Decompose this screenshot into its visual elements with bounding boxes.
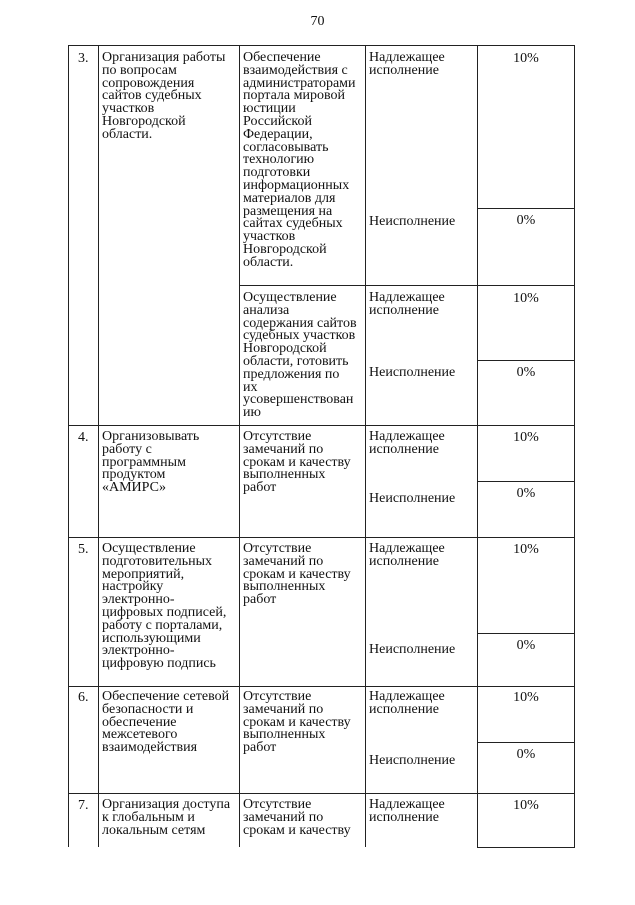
status-good-value: 10%	[513, 291, 539, 306]
status-good-value: 10%	[513, 798, 539, 813]
status-bad-value: 0%	[516, 213, 536, 228]
criterion-text: Обеспечение взаимодействия с администраторами портала мировой юстиции Российской Федерации, согласовывать технологию подготовки информационных материалов для размещения на сайтах судебных участков Новгородской области.	[243, 50, 356, 270]
task-description: Организация работы по вопросам сопровождения сайтов судебных участков Новгородской области.	[102, 50, 226, 142]
status-good-label: Надлежащее исполнение	[369, 689, 445, 717]
column-divider	[477, 45, 478, 847]
task-description: Организовывать работу с программным продуктом «АМИРС»	[102, 429, 200, 496]
row-divider	[239, 285, 575, 286]
row-number: 6.	[78, 690, 89, 705]
table-border-top	[68, 45, 575, 46]
row-divider	[477, 208, 575, 209]
row-number: 4.	[78, 430, 89, 445]
column-divider	[239, 45, 240, 847]
criterion-text: Отсутствие замечаний по срокам и качеству выполненных работ	[243, 541, 351, 608]
status-good-value: 10%	[513, 430, 539, 445]
status-good-label: Надлежащее исполнение	[369, 429, 445, 457]
row-number: 7.	[78, 798, 89, 813]
criterion-text: Осуществление анализа содержания сайтов судебных участков Новгородской области, готовить предложения по их усовершенствован ию	[243, 290, 357, 421]
status-good-value: 10%	[513, 690, 539, 705]
row-divider	[477, 481, 575, 482]
row-divider	[68, 425, 575, 426]
row-number: 3.	[78, 51, 89, 66]
criterion-text: Отсутствие замечаний по срокам и качеству выполненных работ	[243, 689, 351, 756]
task-description: Организация доступа к глобальным и локальным сетям	[102, 797, 231, 838]
status-bad-label: Неисполнение	[369, 491, 456, 506]
status-good-label: Надлежащее исполнение	[369, 50, 445, 78]
status-good-label: Надлежащее исполнение	[369, 541, 445, 569]
row-divider	[477, 633, 575, 634]
status-good-value: 10%	[513, 542, 539, 557]
status-bad-label: Неисполнение	[369, 214, 456, 229]
page-number: 70	[310, 14, 325, 29]
row-number: 5.	[78, 542, 89, 557]
status-bad-value: 0%	[516, 638, 536, 653]
row-divider	[68, 793, 575, 794]
task-description: Обеспечение сетевой безопасности и обеспечение межсетевого взаимодействия	[102, 689, 230, 756]
status-bad-label: Неисполнение	[369, 753, 456, 768]
status-bad-label: Неисполнение	[369, 642, 456, 657]
status-bad-value: 0%	[516, 486, 536, 501]
criterion-text: Отсутствие замечаний по срокам и качеству выполненных работ	[243, 429, 351, 496]
row-divider	[477, 742, 575, 743]
status-good-label: Надлежащее исполнение	[369, 797, 445, 825]
column-divider	[365, 45, 366, 847]
table-border-left	[68, 45, 69, 847]
criterion-text: Отсутствие замечаний по срокам и качеству	[243, 797, 351, 838]
table-border-right	[574, 45, 575, 847]
status-good-value: 10%	[513, 51, 539, 66]
status-bad-value: 0%	[516, 365, 536, 380]
column-divider	[98, 45, 99, 847]
status-bad-label: Неисполнение	[369, 365, 456, 380]
status-good-label: Надлежащее исполнение	[369, 290, 445, 318]
task-description: Осуществление подготовительных мероприятий, настройку электронно- цифровых подписей, работу с порталами, использующими электронно- цифровую подпись	[102, 541, 227, 672]
row-divider	[68, 537, 575, 538]
row-divider	[68, 686, 575, 687]
status-bad-value: 0%	[516, 747, 536, 762]
row-divider	[477, 360, 575, 361]
row-divider	[477, 847, 575, 848]
